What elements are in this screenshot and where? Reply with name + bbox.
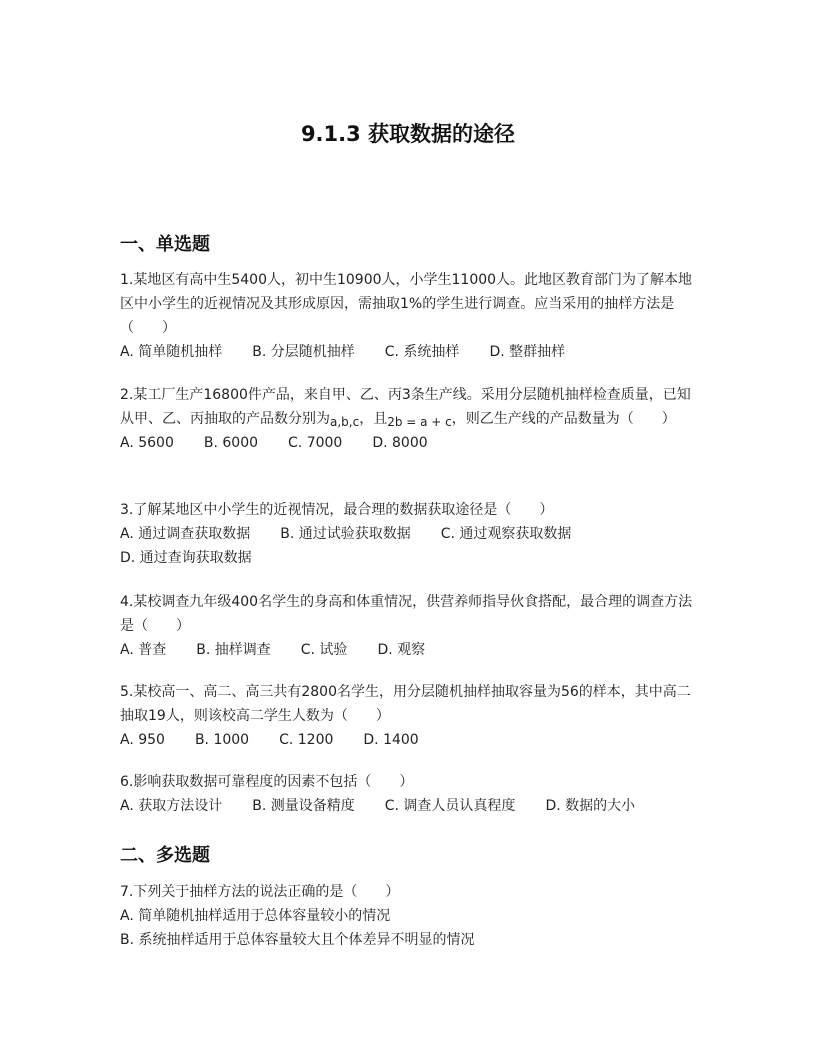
question-3 bbox=[120, 498, 698, 570]
question-7-option-b: B. 系统抽样适用于总体容量较大且个体差异不明显的情况 bbox=[120, 932, 475, 948]
question-4-option-b: B. 抽样调查 bbox=[196, 642, 271, 658]
question-7-option-a: A. 简单随机抽样适用于总体容量较小的情况 bbox=[120, 908, 391, 924]
question-6-option-d: D. 数据的大小 bbox=[545, 798, 636, 814]
question-6-options bbox=[120, 794, 698, 818]
question-7-stem: 7.下列关于抽样方法的说法正确的是（ ） bbox=[120, 884, 400, 900]
question-5 bbox=[120, 680, 698, 752]
question-2-option-b: B. 6000 bbox=[203, 435, 259, 451]
question-6-stem: 6.影响获取数据可靠程度的因素不包括（ ） bbox=[120, 774, 414, 790]
question-3-option-c: C. 通过观察获取数据 bbox=[440, 526, 572, 542]
question-4-options bbox=[120, 638, 698, 662]
question-2-stem-part-1: 2.某工厂生产16800件产品，来自甲、乙、丙3条生产线。采用分层随机抽样检查质量，已知从甲、乙、丙抽取的产品数分别为 bbox=[120, 387, 691, 427]
question-4-option-d: D. 观察 bbox=[377, 642, 426, 658]
question-1-stem: 1.某地区有高中生5400人，初中生10900人，小学生11000人。此地区教育部门为了解本地区中小学生的近视情况及其形成原因，需抽取1%的学生进行调查。应当采用的抽样方法是（ ） bbox=[120, 272, 693, 336]
question-2-math-equation: 2b = a + c bbox=[387, 415, 452, 429]
question-2-option-d: D. 8000 bbox=[372, 435, 428, 451]
question-5-option-d: D. 1400 bbox=[363, 732, 419, 748]
question-3-option-d: D. 通过查询获取数据 bbox=[120, 550, 252, 566]
section-heading-single-choice: 一、单选题 bbox=[120, 234, 210, 255]
question-5-option-c: C. 1200 bbox=[279, 732, 334, 748]
question-5-option-a: A. 950 bbox=[120, 732, 165, 748]
question-1-option-c: C. 系统抽样 bbox=[384, 344, 460, 360]
document-title: 9.1.3 获取数据的途径 bbox=[300, 122, 516, 146]
question-2-options bbox=[120, 431, 698, 455]
question-2 bbox=[120, 383, 698, 455]
question-1-option-b: B. 分层随机抽样 bbox=[252, 344, 355, 360]
question-7 bbox=[120, 880, 698, 952]
question-3-options bbox=[120, 522, 698, 570]
question-2-stem-part-2: ，且 bbox=[359, 411, 388, 427]
question-1-option-a: A. 简单随机抽样 bbox=[120, 344, 223, 360]
question-4 bbox=[120, 590, 698, 662]
question-5-options bbox=[120, 728, 698, 752]
question-1 bbox=[120, 268, 698, 364]
question-6-option-c: C. 调查人员认真程度 bbox=[384, 798, 516, 814]
question-5-option-b: B. 1000 bbox=[194, 732, 250, 748]
question-4-option-a: A. 普查 bbox=[120, 642, 167, 658]
question-4-option-c: C. 试验 bbox=[300, 642, 348, 658]
question-2-option-c: C. 7000 bbox=[288, 435, 343, 451]
question-3-option-a: A. 通过调查获取数据 bbox=[120, 526, 251, 542]
question-3-stem: 3.了解某地区中小学生的近视情况，最合理的数据获取途径是（ ） bbox=[120, 502, 554, 518]
question-6-option-b: B. 测量设备精度 bbox=[252, 798, 355, 814]
question-1-options bbox=[120, 340, 698, 364]
question-5-stem: 5.某校高一、高二、高三共有2800名学生，用分层随机抽样抽取容量为56的样本，其中高二抽取19人，则该校高二学生人数为（ ） bbox=[120, 684, 691, 724]
question-2-math-abc: a,b,c bbox=[330, 415, 360, 429]
question-6-option-a: A. 获取方法设计 bbox=[120, 798, 223, 814]
question-3-option-b: B. 通过试验获取数据 bbox=[280, 526, 411, 542]
question-4-stem: 4.某校调查九年级400名学生的身高和体重情况，供营养师指导伙食搭配，最合理的调查方法是（ ） bbox=[120, 594, 693, 634]
section-heading-multiple-choice: 二、多选题 bbox=[120, 845, 210, 866]
question-2-stem bbox=[120, 383, 698, 431]
question-1-option-d: D. 整群抽样 bbox=[489, 344, 566, 360]
question-6 bbox=[120, 770, 698, 818]
question-2-stem-part-3: ，则乙生产线的产品数量为（ ） bbox=[451, 411, 676, 427]
question-2-option-a: A. 5600 bbox=[120, 435, 174, 451]
